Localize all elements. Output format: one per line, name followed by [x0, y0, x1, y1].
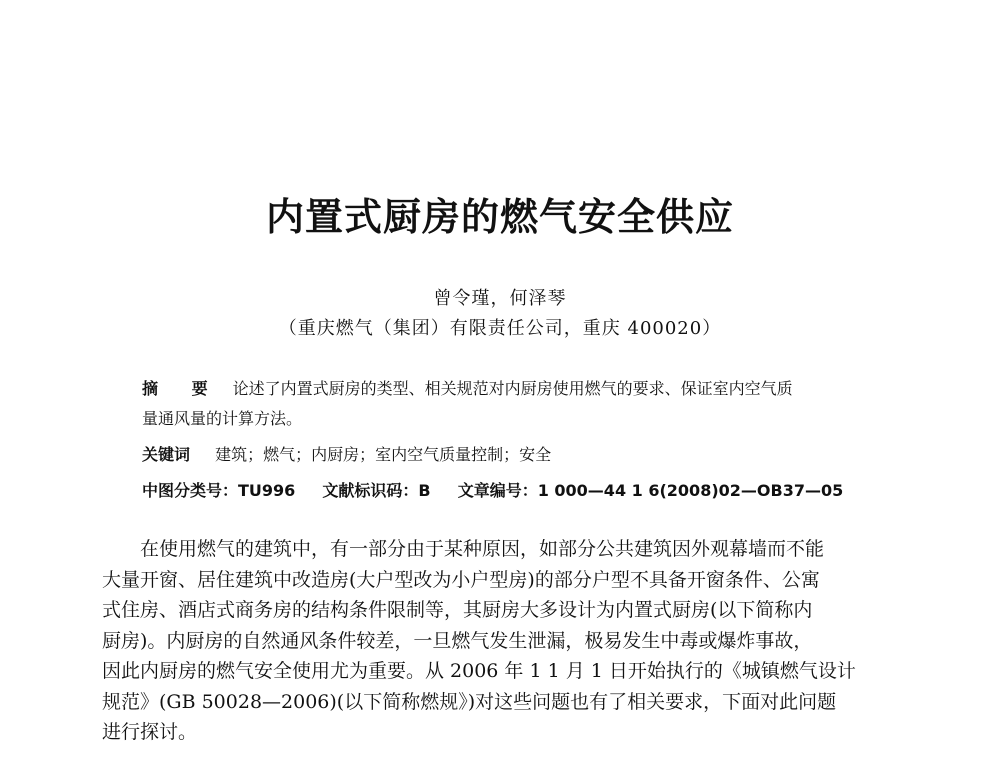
- keywords-line: [142, 442, 551, 468]
- article-number: 文章编号：1 000—44 1 6(2008)02—OB37—05: [457, 481, 844, 500]
- document-code: 文献标识码：B: [322, 481, 431, 500]
- body-line: 大量开窗、居住建筑中改造房(大户型改为小户型房)的部分户型不具备开窗条件、公寓: [102, 568, 820, 591]
- body-line: 式住房、酒店式商务房的结构条件限制等，其厨房大多设计为内置式厨房(以下简称内: [102, 599, 813, 621]
- abstract-text-1: 论述了内置式厨房的类型、相关规范对内厨房使用燃气的要求、保证室内空气质: [232, 379, 793, 398]
- body-line: 进行探讨。: [102, 721, 198, 743]
- paper-affiliation: （重庆燃气（集团）有限责任公司，重庆 400020）: [278, 318, 722, 339]
- paper-title: 内置式厨房的燃气安全供应: [265, 194, 734, 239]
- keywords-text: 建筑；燃气；内厨房；室内空气质量控制；安全: [215, 445, 552, 464]
- body-line: 规范》(GB 50028—2006)(以下简称燃规》)对这些问题也有了相关要求，下面对此问题: [102, 690, 837, 713]
- clc-number: 中图分类号：TU996: [142, 481, 296, 500]
- body-line: 在使用燃气的建筑中，有一部分由于某种原因，如部分公共建筑因外观幕墙而不能: [102, 538, 825, 560]
- body-line: 厨房)。内厨房的自然通风条件较差，一旦燃气发生泄漏，极易发生中毒或爆炸事故，: [102, 629, 813, 652]
- abstract-text-2: 量通风量的计算方法。: [142, 409, 303, 428]
- keywords-label: 关键词: [142, 445, 191, 464]
- body-line: 因此内厨房的燃气安全使用尤为重要。从 2006 年 1 1 月 1 日开始执行的《城镇燃气设计: [102, 660, 856, 682]
- classification-line: [142, 478, 843, 504]
- abstract-line-2: [142, 406, 302, 432]
- abstract-label: 摘 要: [142, 379, 222, 398]
- body-paragraph: [102, 534, 884, 748]
- abstract-line-1: [142, 376, 793, 402]
- paper-authors: 曾令瑾，何泽琴: [433, 288, 567, 309]
